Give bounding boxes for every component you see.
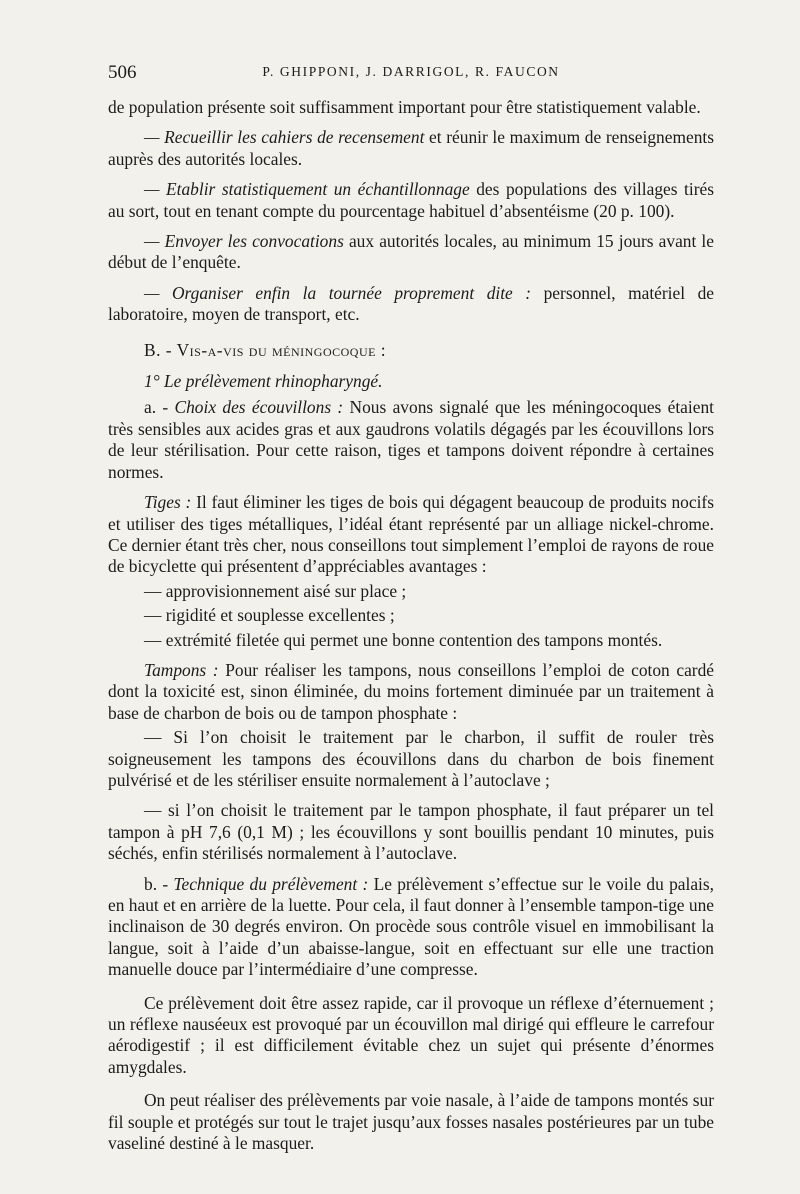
paragraph-tampons: [108, 660, 714, 724]
paragraph-lead: Tampons :: [144, 659, 219, 680]
paragraph-echantillonnage: [108, 179, 714, 222]
paragraph-prefix: b. -: [144, 873, 174, 894]
list-item: — approvisionnement aisé sur place ;: [144, 580, 407, 601]
paragraph-voie-nasale: On peut réaliser des prélèvements par voie nasale, à l’aide de tampons montés sur fil souple et protégés sur tout le trajet jusqu’aux fosses nasales postérieures par un tube vaseliné destiné à le masquer.: [108, 1090, 714, 1154]
running-title: P. GHIPPONI, J. DARRIGOL, R. FAUCON: [262, 64, 560, 79]
body-text: [108, 97, 714, 1163]
list-item: — extrémité filetée qui permet une bonne contention des tampons montés.: [144, 629, 663, 650]
section-heading-b: B. - Vis-a-vis du méningocoque :: [144, 339, 387, 360]
paragraph-text: Nous avons signalé que les méningocoques étaient très sensibles aux acides gras et aux gaudrons volatils dégagés par les écouvillons lors de leur stérilisation. Pour cette raison, tiges et tampons doivent répondre à certaines normes.: [108, 397, 714, 482]
paragraph-reflexe: Ce prélèvement doit être assez rapide, car il provoque un réflexe d’éternuement ; un réflexe nauséeux est provoqué par un écouvillon mal dirigé qui effleure le carrefour aérodigestif ; il est difficilement évitable chez un sujet qui présente d’énormes amygdales.: [108, 992, 714, 1077]
paragraph-text: personnel, matériel de laboratoire, moyen de transport, etc.: [108, 282, 714, 325]
paragraph-lead: Technique du prélèvement :: [173, 873, 369, 894]
paragraph-lead: — Organiser enfin la tournée proprement dite :: [144, 282, 532, 303]
paragraph-ecouvillons: [108, 397, 714, 483]
paragraph-convocations: [108, 231, 714, 274]
paragraph-continuation: de population présente soit suffisamment important pour être statistiquement valable.: [108, 97, 701, 117]
paragraph-recensement: [108, 127, 714, 170]
page-header: [108, 62, 714, 86]
paragraph-text: Pour réaliser les tampons, nous conseillons l’emploi de coton cardé dont la toxicité est, sinon éliminée, du moins fortement diminuée par un traitement à base de charbon de bois ou de tampon phosphate :: [108, 659, 714, 723]
paragraph-lead: Tiges :: [144, 492, 192, 513]
paragraph-lead: — Envoyer les convocations: [144, 231, 344, 252]
paragraph-lead: — Etablir statistiquement un échantillonnage: [144, 179, 470, 200]
paragraph-lead: — Recueillir les cahiers de recensement: [144, 127, 425, 148]
paragraph-text: Il faut éliminer les tiges de bois qui dégagent beaucoup de produits nocifs et utiliser des tiges métalliques, l’idéal étant représenté par un alliage nickel-chrome. Ce dernier étant très cher, nous conseillons tout simplement l’emploi de rayons de roue de bicyclette qui présentent d’appréciables avantages :: [108, 492, 714, 577]
paragraph-phosphate: — si l’on choisit le traitement par le tampon phosphate, il faut préparer un tel tampon à pH 7,6 (0,1 M) ; les écouvillons y sont bouillis pendant 10 minutes, puis séchés, enfin stérilisés normalement à l’autoclave.: [108, 800, 714, 864]
paragraph-tournee: [108, 283, 714, 326]
paragraph-text: et réunir le maximum de renseignements auprès des autorités locales.: [108, 127, 714, 169]
paragraph-tiges: [108, 492, 714, 578]
paragraph-technique: [108, 874, 714, 981]
paragraph-prefix: a. -: [144, 397, 175, 418]
subsection-heading: 1° Le prélèvement rhinopharyngé.: [144, 371, 383, 392]
paragraph-text: aux autorités locales, au minimum 15 jours avant le début de l’enquête.: [108, 231, 714, 273]
paragraph-charbon: — Si l’on choisit le traitement par le charbon, il suffit de rouler très soigneusement les tampons des écouvillons dans du charbon de bois finement pulvérisé et de les stériliser ensuite normalement à l’autoclave ;: [108, 727, 714, 790]
page-number: 506: [108, 62, 137, 83]
paragraph-text: des populations des villages tirés au sort, tout en tenant compte du pourcentage habituel d’absentéisme (20 p. 100).: [108, 179, 714, 221]
paragraph-text: Le prélèvement s’effectue sur le voile du palais, en haut et en arrière de la luette. Pour cela, il faut donner à l’ensemble tampon-tige une inclinaison de 30 degrés environ. On procède sous contrôle visuel en immobilisant la langue, soit à l’aide d’un abaisse-langue, soit en effectuant sur elle une traction manuelle douce par l’intermédiaire d’une compresse.: [108, 873, 715, 980]
list-item: — rigidité et souplesse excellentes ;: [144, 605, 395, 626]
paragraph-lead: Choix des écouvillons :: [174, 397, 344, 418]
